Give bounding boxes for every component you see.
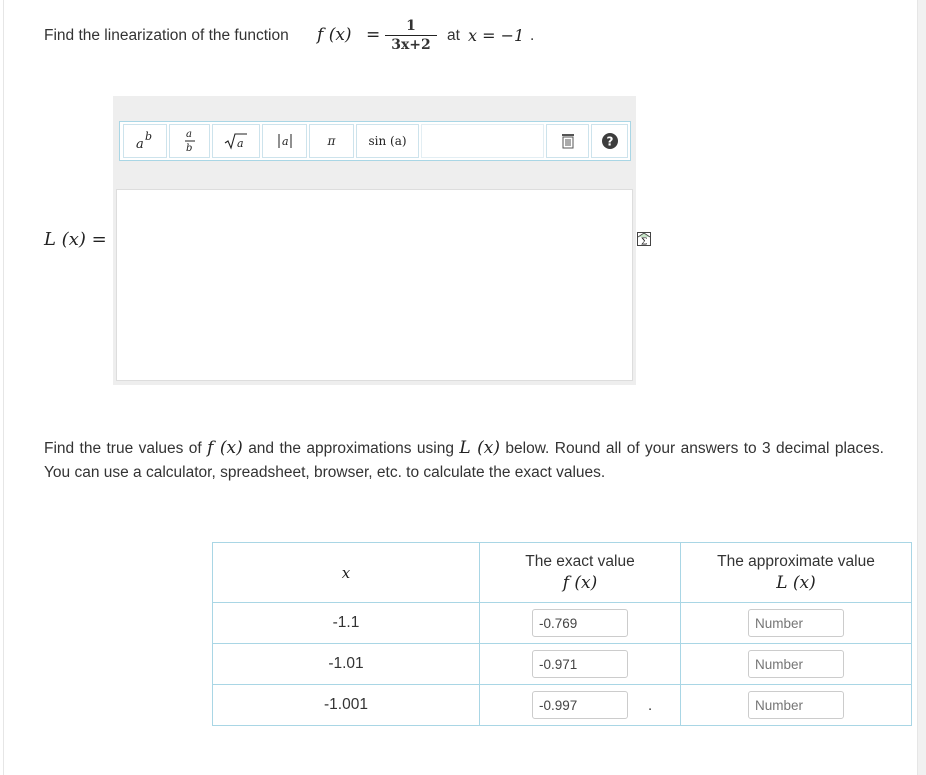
svg-text:a: a	[237, 137, 244, 150]
question2-part1: Find the true values of	[44, 440, 202, 457]
question2-part2: and the approximations using	[248, 440, 454, 457]
answer-label: L (x) =	[44, 229, 107, 250]
sin-button[interactable]: sin (a)	[356, 124, 419, 158]
header-approx	[681, 543, 912, 603]
question2-fx: f (x)	[207, 438, 243, 458]
pi-button[interactable]: π	[309, 124, 354, 158]
svg-text:a: a	[136, 137, 144, 152]
approx-input[interactable]	[748, 609, 844, 637]
trailing-period: .	[648, 697, 653, 714]
sqrt-icon	[223, 131, 249, 151]
help-icon	[601, 132, 619, 150]
values-table	[212, 542, 912, 726]
superscript-icon	[133, 130, 157, 152]
trash-icon	[560, 133, 576, 149]
table-row	[213, 685, 912, 726]
approx-cell	[681, 603, 912, 644]
header-approx-fn: L (x)	[776, 572, 816, 593]
table-row	[213, 644, 912, 685]
sqrt-button[interactable]	[212, 124, 260, 158]
x-value: -1.01	[213, 644, 480, 685]
svg-text:a: a	[281, 135, 289, 148]
svg-text:b: b	[185, 143, 192, 154]
svg-text:?: ?	[606, 134, 613, 149]
question-text: Find the linearization of the function	[44, 27, 289, 44]
fraction-numerator: 1	[406, 18, 416, 34]
exact-input[interactable]	[532, 691, 628, 719]
table-row	[213, 603, 912, 644]
trash-button[interactable]	[546, 124, 589, 158]
question-approximation	[44, 436, 884, 485]
exact-input[interactable]	[532, 609, 628, 637]
table-header-row	[213, 543, 912, 603]
abs-button[interactable]	[262, 124, 307, 158]
exact-cell	[480, 644, 681, 685]
fraction-denominator: 3x+2	[391, 37, 431, 53]
scrollbar-track[interactable]	[918, 0, 926, 775]
svg-text:a: a	[185, 129, 192, 140]
superscript-button[interactable]	[123, 124, 167, 158]
equals-sign: =	[366, 25, 381, 45]
at-label: at	[447, 27, 460, 44]
x-value: -1.001	[213, 685, 480, 726]
header-exact	[480, 543, 681, 603]
svg-text:b: b	[145, 130, 153, 143]
toolbar-spacer	[421, 124, 544, 158]
fraction-bar	[385, 35, 437, 36]
approx-cell	[681, 644, 912, 685]
question2-part3: below. Round all of your answers to 3 decimal places. You can use a calculator, spreadsheet, browser, etc. to calculate the exact values.	[44, 440, 884, 481]
sigma-equation-icon[interactable]	[637, 232, 651, 246]
fraction-button[interactable]	[169, 124, 210, 158]
approx-cell	[681, 685, 912, 726]
point-expression: x = −1	[468, 26, 525, 45]
header-approx-label: The approximate value	[717, 552, 875, 570]
function-label: f (x)	[317, 25, 352, 45]
header-x: x	[213, 543, 480, 603]
fraction	[383, 18, 439, 53]
exact-cell	[480, 603, 681, 644]
svg-text:Σ: Σ	[640, 237, 648, 246]
exact-input[interactable]	[532, 650, 628, 678]
x-value: -1.1	[213, 603, 480, 644]
answer-entry-area[interactable]	[116, 189, 633, 381]
fraction-icon	[183, 128, 197, 154]
abs-icon	[275, 131, 295, 151]
question2-lx: L (x)	[459, 438, 500, 458]
equation-editor	[113, 96, 636, 385]
editor-toolbar	[119, 121, 631, 161]
approx-input[interactable]	[748, 691, 844, 719]
help-button[interactable]	[591, 124, 628, 158]
header-exact-fn: f (x)	[562, 572, 598, 593]
approx-input[interactable]	[748, 650, 844, 678]
period: .	[530, 27, 535, 44]
header-exact-label: The exact value	[525, 552, 635, 570]
